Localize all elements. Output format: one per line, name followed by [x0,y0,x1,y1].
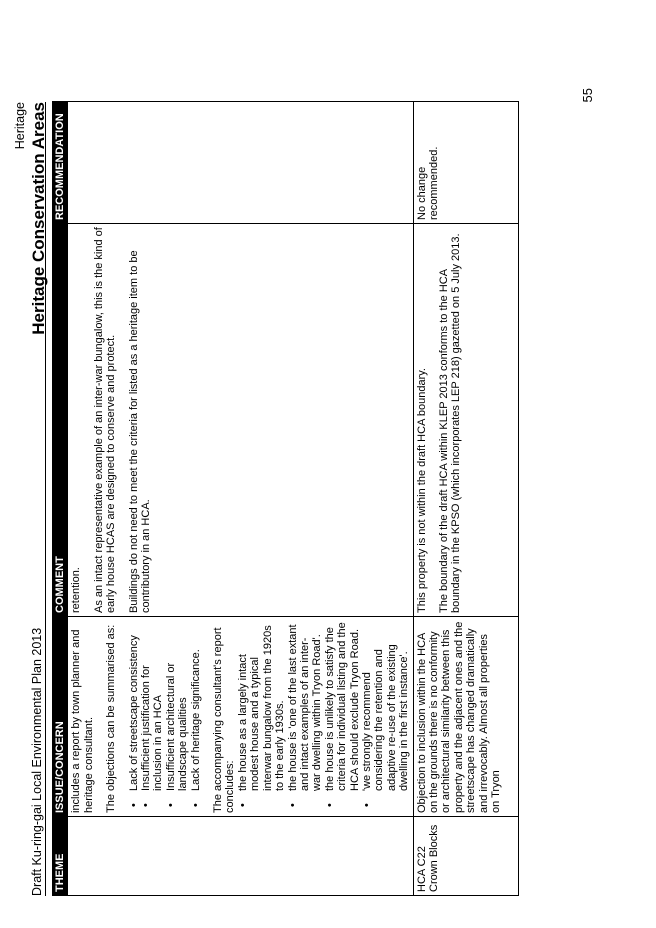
table-header-row [53,102,68,896]
section-label: Heritage [13,102,27,150]
theme-cell: HCA C22 Crown Blocks [413,817,518,896]
list-item: • Lack of heritage significance. [190,620,202,813]
list-item: • the house is unlikely to satisfy the criteria for individual listing and the HCA should exclude Tryon Road. [324,620,361,813]
column-header-recommendation: RECOMMENDATION [53,102,68,224]
theme-cell [68,817,413,896]
list-item: • Lack of streetscape consistency [128,620,140,813]
column-header-theme: THEME [53,817,68,896]
document-title: Draft Ku-ring-gai Local Environmental Plan 2013 [30,627,44,896]
list-item: • the house is 'one of the last extant and intact examples of an inter-war dwelling within Tryon Road'. [287,620,324,813]
recommendation-cell: No change recommended. [413,102,518,224]
comment-paragraph: Buildings do not need to meet the criteria for listed as a heritage item to be contributory in an HCA. [127,250,153,613]
comment-cell [68,224,413,617]
table-row [413,102,518,896]
section-title: Heritage Conservation Areas [29,102,48,335]
issue-intro: includes a report by town planner and heritage consultant. [70,629,95,813]
comment-paragraph: This property is not within the draft HCA boundary. [415,368,428,613]
consultant-lead: The accompanying consultant's report concludes: [212,627,237,813]
list-item: • 'we strongly recommend considering the retention and adaptive re-use of the existing dwelling in the first instance'. [361,620,411,813]
objection-list [128,620,202,813]
list-item: • the house as a largely intact modest house and a typical interwar bungalow from the 1920s to the early 1930s. [237,620,287,813]
summary-lead: The objections can be summarised as: [105,624,118,813]
table-row [68,102,413,896]
comment-paragraph: The boundary of the draft HCA within KLEP 2013 conforms to the HCA boundary in the KPSO (which incorporates LEP 218) gazetted on 5 July 2013. [437,233,463,613]
column-header-comment: COMMENT [53,224,68,617]
conclusion-list [237,620,411,813]
list-item: • Insufficient justification for inclusion in an HCA [140,620,165,813]
page-number: 55 [580,88,595,103]
list-item: • Insufficient architectural or landscape qualities [165,620,190,813]
submissions-table [52,101,519,896]
comment-paragraph: As an intact representative example of an inter-war bungalow, this is the kind of early house HCAS are designed to conserve and protect. [92,227,118,613]
comment-paragraph: retention. [70,567,83,613]
header-rule [45,102,46,896]
issue-cell [68,617,413,817]
column-header-issue: ISSUE/CONCERN [53,617,68,817]
issue-cell: Objection to inclusion within the HCA on the grounds there is no conformity or architectural similarity between this property and the adjacent ones and the streetscape has changed dramatically and irrevocably. Almost all properties on Tryon [413,617,518,817]
recommendation-cell [68,102,413,224]
comment-cell [413,224,518,617]
